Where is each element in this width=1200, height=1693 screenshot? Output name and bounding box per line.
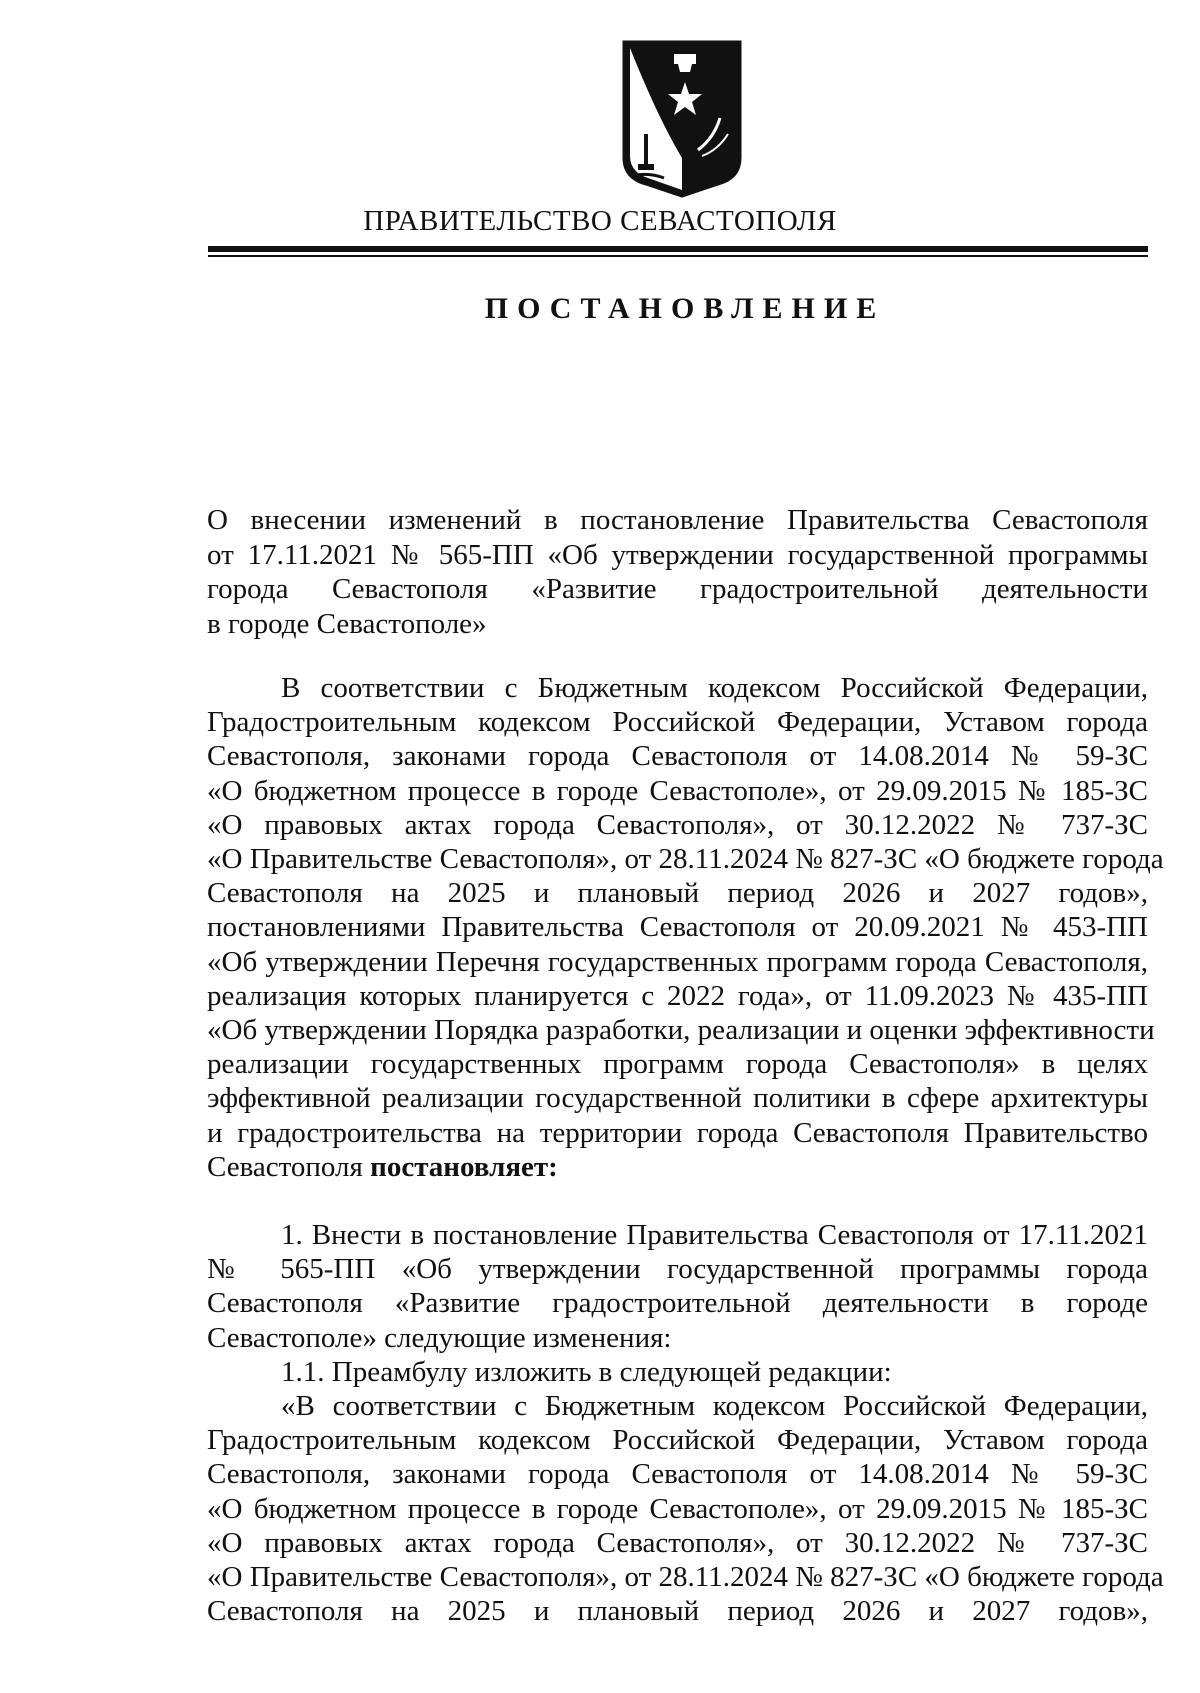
preamble-line: «О бюджетном процессе в городе Севастополе», от 29.09.2015 № 185-ЗС bbox=[207, 774, 1148, 807]
item1-1-line: «О бюджетном процессе в городе Севастополе», от 29.09.2015 № 185-ЗС bbox=[207, 1492, 1148, 1525]
header-rule-thick bbox=[208, 246, 1148, 252]
title-line: от 17.11.2021 № 565-ПП «Об утверждении государственной программы bbox=[207, 538, 1148, 571]
item1-line: Севастополя «Развитие градостроительной деятельности в городе bbox=[207, 1287, 1148, 1320]
title-line: в городе Севастополе» bbox=[207, 607, 487, 640]
item1-1-line: «О Правительстве Севастополя», от 28.11.2024 № 827-ЗС «О бюджете города bbox=[207, 1561, 1164, 1594]
sevastopol-coat-of-arms-icon bbox=[618, 38, 746, 200]
title-line: города Севастополя «Развитие градостроительной деятельности bbox=[207, 573, 1148, 605]
document-type: ПОСТАНОВЛЕНИЕ bbox=[484, 292, 886, 325]
preamble-final-prefix: Севастополя bbox=[207, 1150, 371, 1183]
header-rule-thin bbox=[208, 255, 1148, 257]
preamble-line: и градостроительства на территории города Севастополя Правительство bbox=[207, 1116, 1148, 1149]
preamble-line: Градостроительным кодексом Российской Федерации, Уставом города bbox=[207, 706, 1148, 739]
preamble-line: «Об утверждении Перечня государственных программ города Севастополя, bbox=[207, 945, 1148, 978]
paragraph-gap bbox=[207, 1184, 1148, 1218]
resolution-verb: постановляет: bbox=[370, 1150, 558, 1183]
preamble-final-line bbox=[207, 1150, 1148, 1184]
item1-1-heading: 1.1. Преамбулу изложить в следующей редакции: bbox=[281, 1355, 892, 1388]
preamble-line: постановлениями Правительства Севастополя от 20.09.2021 № 453-ПП bbox=[207, 911, 1148, 944]
preamble-line: «О правовых актах города Севастополя», от 30.12.2022 № 737-ЗС bbox=[207, 808, 1148, 841]
item1-line: 1. Внести в постановление Правительства Севастополя от 17.11.2021 bbox=[281, 1219, 1148, 1252]
preamble-line: «Об утверждении Порядка разработки, реализации и оценки эффективности bbox=[207, 1014, 1155, 1047]
preamble-line: В соответствии с Бюджетным кодексом Российской Федерации, bbox=[281, 672, 1148, 704]
item1-line: № 565-ПП «Об утверждении государственной программы города bbox=[207, 1253, 1148, 1286]
title-line: О внесении изменений в постановление Правительства Севастополя bbox=[207, 504, 1148, 536]
preamble-line: Севастополя, законами города Севастополя от 14.08.2014 № 59-ЗС bbox=[207, 740, 1148, 773]
preamble-line: эффективной реализации государственной политики в сфере архитектуры bbox=[207, 1082, 1148, 1115]
document-title bbox=[207, 503, 1148, 641]
item1-1-line: Севастополя, законами города Севастополя от 14.08.2014 № 59-ЗС bbox=[207, 1458, 1148, 1491]
item1-1-line: Градостроительным кодексом Российской Федерации, Уставом города bbox=[207, 1424, 1148, 1457]
document-body bbox=[207, 671, 1164, 1628]
government-name: ПРАВИТЕЛЬСТВО СЕВАСТОПОЛЯ bbox=[363, 205, 837, 237]
preamble-line: «О Правительстве Севастополя», от 28.11.2024 № 827-ЗС «О бюджете города bbox=[207, 843, 1164, 876]
preamble-line: реализации государственных программ города Севастополя» в целях bbox=[207, 1048, 1148, 1081]
item1-1-line: «О правовых актах города Севастополя», от 30.12.2022 № 737-ЗС bbox=[207, 1526, 1148, 1559]
preamble-line: реализация которых планируется с 2022 года», от 11.09.2023 № 435-ПП bbox=[207, 979, 1148, 1012]
preamble-line: Севастополя на 2025 и плановый период 2026 и 2027 годов», bbox=[207, 877, 1148, 910]
item1-1-line: «В соответствии с Бюджетным кодексом Российской Федерации, bbox=[281, 1390, 1148, 1423]
item1-line: Севастополе» следующие изменения: bbox=[207, 1321, 672, 1354]
item1-1-line: Севастополя на 2025 и плановый период 2026 и 2027 годов», bbox=[207, 1595, 1148, 1628]
